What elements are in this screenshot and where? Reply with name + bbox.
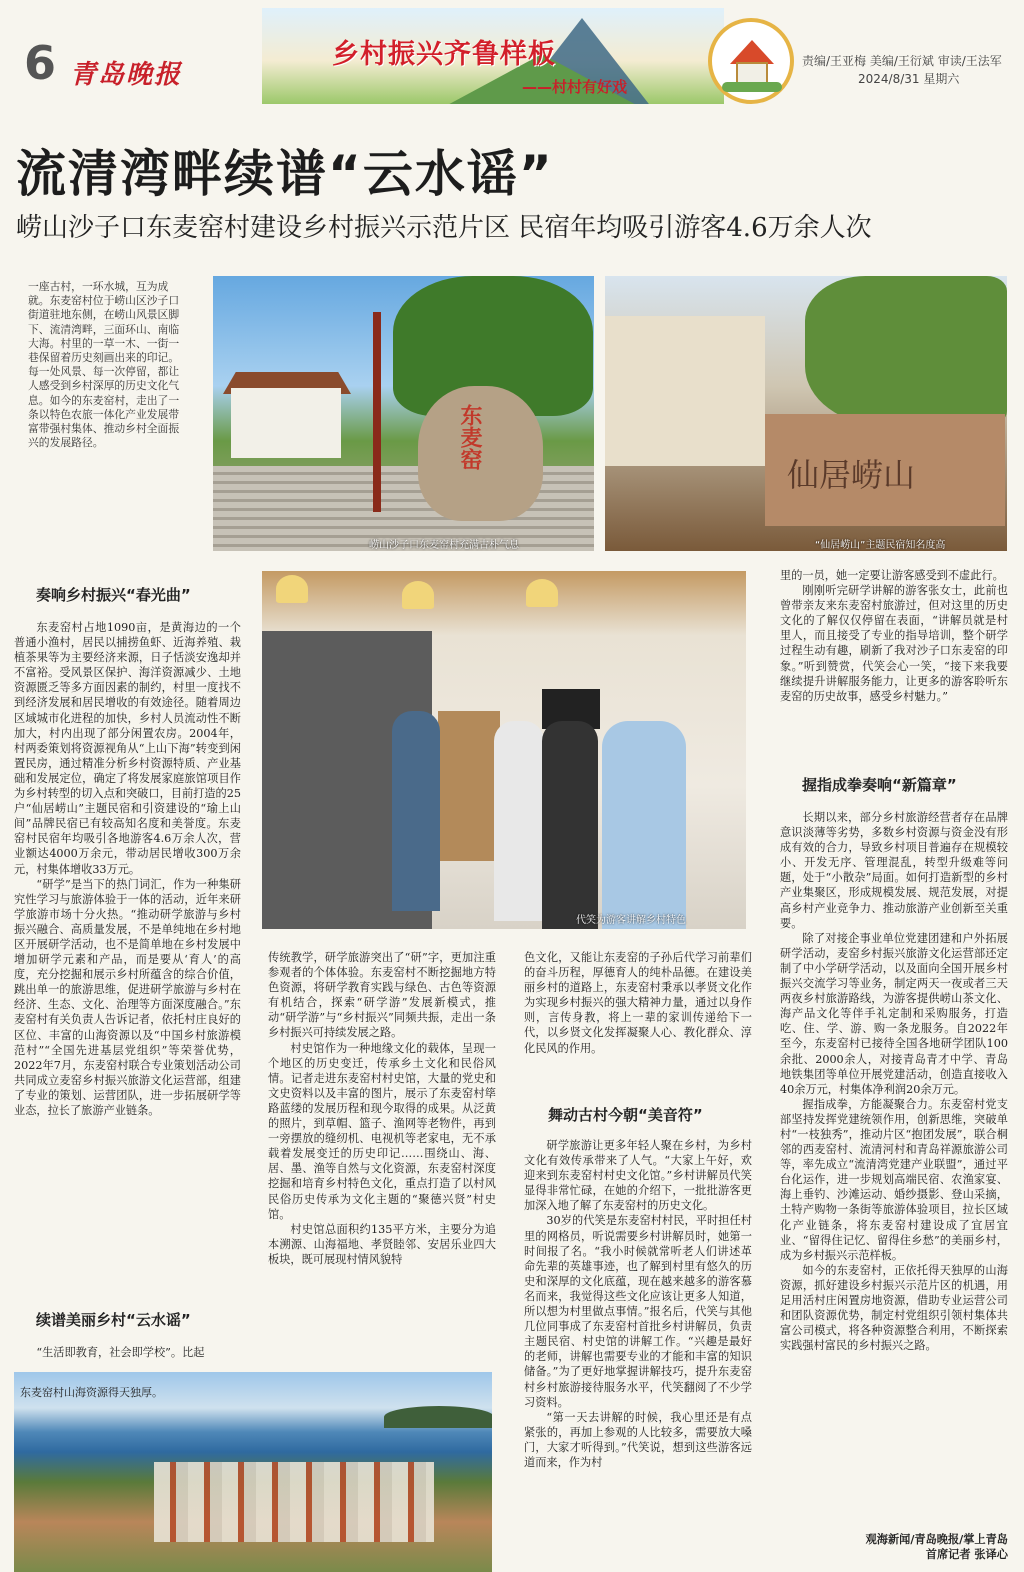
paragraph: 握指成拳，方能凝聚合力。东麦窑村党支部坚持发挥党建统领作用，创新思维，突破单村“一枝独秀”，推动片区“抱团发展”，联合桐邻的西麦窑村、流清河村和青岛祥源旅游公司等，率先成立“流清湾党建产业联盟”，通过平台化运作，进一步规划高端民宿、农渔家宴、海上垂钓、沙滩运动、婚纱摄影、登山采摘，土特产购物一条街等旅游体验项目，拉长区域化产业链条，将东麦窑村建设成了宜居宜业、“留得住记忆、留得住乡愁”的美丽乡村，成为乡村振兴示范样板。 [780, 1097, 1008, 1262]
section-title-4: 握指成拳奏响“新篇章” [802, 776, 957, 794]
seaside-village-photo [14, 1372, 492, 1572]
village-stone-photo [213, 276, 594, 551]
banner-title: 乡村振兴齐鲁样板 [332, 39, 556, 70]
subheadline: 崂山沙子口东麦窑村建设乡村振兴示范片区 民宿年均吸引游客4.6万余人次 [16, 213, 872, 243]
photo4-caption: 东麦窑村山海资源得天独厚。 [20, 1386, 163, 1399]
byline-outlet: 观海新闻/青岛晚报/掌上青岛 [865, 1532, 1008, 1546]
newspaper-logo: 青岛晚报 [70, 60, 183, 90]
section-title-3: 舞动古村今朝“美音符” [548, 1106, 703, 1124]
paragraph: “第一天去讲解的时候，我心里还是有点紧张的，再加上参观的人比较多，需要放大嗓门，大家才听得到。”代笑说，想到这些游客远道而来，作为村 [524, 1410, 752, 1469]
paragraph: 刚刚听完研学讲解的游客张女士，此前也曾带亲友来东麦窑村旅游过，但对这里的历史文化的了解仅仅停留在表面，“讲解员就是村里人，而且接受了专业的指导培训，整个研学过程生动有趣，刷新了我对沙子口东麦窑的印象。”听到赞赏，代笑会心一笑，“接下来我要继续提升讲解服务能力，让更多的游客聆听东麦窑的历史故事，感受乡村魅力。” [780, 584, 1008, 703]
paragraph: 色文化，又能让东麦窑的子孙后代学习前辈们的奋斗历程，厚德育人的纯朴品德。在建设美丽乡村的道路上，东麦窑村秉承以孝贤文化作为实现乡村振兴的强大精神力量，通过以身作则，言传身教，将上一辈的家训传递给下一代，以乡贤文化发挥凝聚人心、教化群众、淳化民风的作用。 [524, 951, 752, 1055]
section-title-2: 续谱美丽乡村“云水谣” [36, 1311, 191, 1329]
banner-subtitle: ——村村有好戏 [522, 78, 628, 96]
paragraph: “研学”是当下的热门词汇，作为一种集研究性学习与旅游体验于一体的活动，近年来研学旅游市场十分火热。“推动研学旅游与乡村振兴融合、高质量发展，不是单纯地在乡村地区开展研学活动，也不是简单地在乡村发展中增加研学元素和产品，而是要从‘育人’的高度，充分挖掘和展示乡村所蕴含的综合价值，跳出单一的旅游思维，促进研学旅游与乡村在经济、生态、文化、治理等方面深度融合。”东麦窑村有关负责人告诉记者，依托村庄良好的区位、丰富的山海资源以及“中国乡村旅游模范村”“全国先进基层党组织”等荣誉优势，2022年7月，东麦窑村联合专业策划活动公司共同成立麦窑乡村振兴旅游文化运营部，组建了专业的策划、运营团队，进一步拓展研学等业态，拉长了旅游产业链条。 [14, 877, 241, 1117]
paragraph: 东麦窑村占地1090亩，是黄海边的一个普通小渔村，居民以捕捞鱼虾、近海养殖、栽植茶果等为主要经济来源，日子恬淡安逸却并不富裕。受风景区保护、海洋资源减少、土地资源匮乏等多方面因素的制约，村里一度找不到经济发展和居民增收的有效途径。随着周边区域城市化进程的加快，乡村人员流动性不断加大，村内出现了部分闲置农房。2004年，村两委策划将资源视角从“上山下海”转变到闲置民房，通过精准分析乡村资源特质、产业基础和发展定位，确定了将发展家庭旅馆项目作为乡村转型的切入点和突破口，目前打造的25户“仙居崂山”主题民宿和引资建设的“瑜上山间”品牌民宿已有较高知名度和美誉度。东麦窑村民宿年均吸引各地游客4.6万余人次，营业额达4000万余元，带动居民增收300万余元，村集体增收33万元。 [14, 621, 241, 876]
photo2-caption: “仙居崂山”主题民宿知名度高 [815, 540, 946, 551]
guide-explaining-photo [262, 571, 746, 929]
editors-credit: 责编/王亚梅 美编/王衍斌 审读/王法军 [802, 54, 1002, 68]
headline: 流清湾畔续谱“云水谣” [16, 145, 554, 203]
issue-date: 2024/8/31 星期六 [858, 72, 960, 86]
paragraph: “生活即教育，社会即学校”。比起 [36, 1346, 205, 1359]
paragraph: 如今的东麦窑村，正依托得天独厚的山海资源，抓好建设乡村振兴示范片区的机遇，用足用活村庄闲置房地资源，借助专业运营公司和团队资源优势，制定村党组织引领村集体共富公司模式，将各种资源整合利用，不断探索实践强村富民的乡村振兴之路。 [780, 1263, 1008, 1353]
byline [780, 1532, 1008, 1562]
rock-inscription: 东麦窑 [457, 404, 483, 470]
column-3 [524, 950, 752, 1085]
section-banner [262, 8, 724, 104]
photo3-caption: 代笑为游客讲解乡村特色 [576, 915, 686, 926]
column-4 [780, 568, 1008, 760]
paragraph: 除了对接企事业单位党建团建和户外拓展研学活动，麦窑乡村振兴旅游文化运营部还定制了中小学研学活动，以及面向全国开展乡村振兴交流学习等业务，制定两天一夜或者三天两夜乡村旅游路线，为游客提供崂山茶文化、海产品文化等伴手礼定制和采购服务，打造吃、住、学、游、购一条龙服务。自2022年至今，东麦窑村已接待全国各地研学团队100余批、2000余人，对接青岛青才中学、青岛地铁集团等单位开展党建活动，创造直接收入40余万元，村集体净利润20余万元。 [780, 931, 1008, 1096]
column-4-body [780, 810, 1008, 1530]
homestay-sign-text: 仙居崂山 [787, 456, 916, 494]
paragraph: 村史馆总面积约135平方米，主要分为追本溯源、山海福地、孝贤睦邻、安居乐业四大板块，既可展现村情风貌特 [268, 1222, 496, 1266]
byline-reporter: 首席记者 张译心 [925, 1547, 1008, 1562]
house-logo-icon [708, 18, 794, 104]
lede-paragraph: 一座古村，一环水城，互为成就。东麦窑村位于崂山区沙子口街道驻地东侧，在崂山风景区脚下、流清湾畔，三面环山、南临大海。村里的一草一木、一街一巷保留着历史刻画出来的印记。每一处风景、每一次停留，都让人感受到乡村深厚的历史文化气息。如今的东麦窑村，走出了一条以特色农旅一体化产业发展带富带强村集体、推动乡村全面振兴的发展路径。 [28, 280, 180, 450]
section-title-1: 奏响乡村振兴“春光曲” [36, 586, 191, 604]
paragraph: 30岁的代笑是东麦窑村村民，平时担任村里的网格员，听说需要乡村讲解员时，她第一时间报了名。“我小时候就常听老人们讲述革命先辈的英雄事迹，也了解到村里有悠久的历史和深厚的文化底蕴，现在越来越多的游客慕名而来，我觉得这些文化应该让更多人知道，所以想为村里做点事情。”报名后，代笑与其他几位同事成了东麦窑村首批乡村讲解员，负责主题民宿、村史馆的讲解工作。“兴趣是最好的老师，讲解也需要专业的才能和丰富的知识储备。”为了更好地掌握讲解技巧，提升东麦窑村乡村旅游接待服务水平，代笑翻阅了不少学习资料。 [524, 1214, 752, 1409]
column-1-tail [14, 1345, 241, 1363]
column-2 [268, 950, 496, 1360]
column-3-body [524, 1138, 752, 1568]
page-number: 6 [24, 36, 57, 90]
homestay-sign-photo [605, 276, 1007, 551]
paragraph: 里的一员，她一定要让游客感受到不虚此行。 [780, 569, 1004, 582]
paragraph: 传统教学，研学旅游突出了“研”字，更加注重参观者的个体体验。东麦窑村不断挖掘地方特色资源，将研学教育实践与绿色、古色等资源有机结合，探索“研学游”发展新模式，推动“研学游”与“乡村振兴”同频共振，走出一条乡村振兴可持续发展之路。 [268, 951, 496, 1040]
photo1-caption: 崂山沙子口东麦窑村充满古朴气息 [369, 540, 519, 551]
paragraph: 村史馆作为一种地缘文化的载体，呈现一个地区的历史变迁，传承乡土文化和民俗风情。记者走进东麦窑村村史馆，大量的党史和文史资料以及丰富的图片，展示了东麦窑村筚路蓝缕的发展历程和现今取得的成果。从泛黄的照片，到草帽、篮子、渔网等老物件，再到一旁摆放的缝纫机、电视机等老家电，无不承载着发展变迁的历史印记……围绕山、海、居、墨、渔等自然与文化资源，东麦窑村深度挖掘和培育乡村特色文化，重点打造了以村风民俗历史传承为文化主题的“聚德兴贤”村史馆。 [268, 1041, 496, 1221]
paragraph: 研学旅游让更多年轻人聚在乡村，为乡村文化有效传承带来了人气。“大家上午好，欢迎来到东麦窑村村史文化馆。”乡村讲解员代笑显得非常忙碌，在她的介绍下，一批批游客更加深入地了解了东麦窑村的历史文化。 [524, 1139, 752, 1213]
paragraph: 长期以来，部分乡村旅游经营者存在品牌意识淡薄等劣势，多数乡村资源与资金没有形成有效的合力，导致乡村项目普遍存在规模较小、开发无序、管理混乱，转型升级难等问题，处于“小散杂”局面。如何打造新型的乡村产业集聚区，形成规模发展、规范发展，对提高乡村产业竞争力、推动旅游产业创新至关重要。 [780, 811, 1008, 930]
column-1 [14, 620, 241, 1295]
